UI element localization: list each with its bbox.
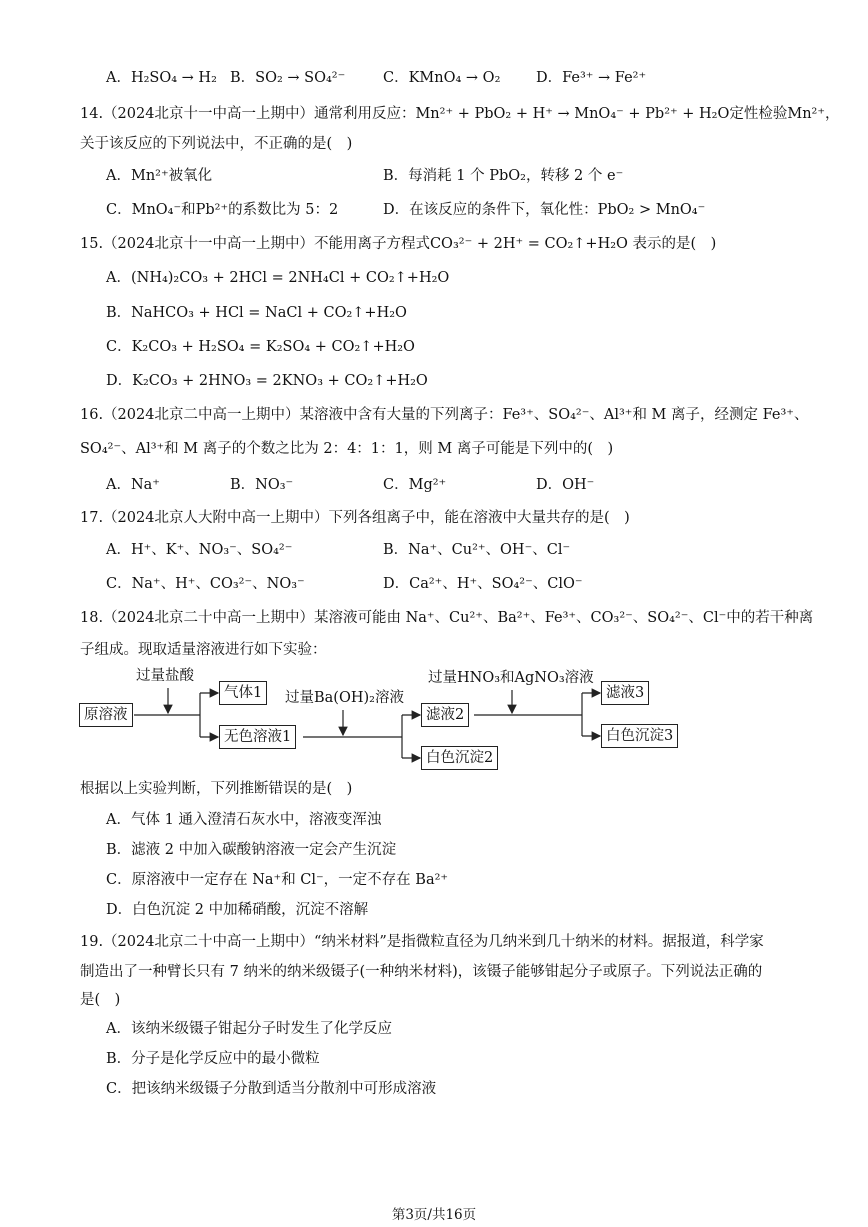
reagent2-label: 过量Ba(OH)₂溶液	[285, 690, 404, 706]
q19-option-c: C．把该纳米级镊子分散到适当分散剂中可形成溶液	[106, 1081, 437, 1097]
box-white-precipitate3: 白色沉淀3	[601, 724, 678, 748]
q14-stem-line2: 关于该反应的下列说法中，不正确的是( )	[80, 136, 353, 152]
q17-option-d: D．Ca²⁺、H⁺、SO₄²⁻、ClO⁻	[383, 576, 583, 592]
q14-option-d: D．在该反应的条件下，氧化性：PbO₂ > MnO₄⁻	[383, 202, 706, 218]
q16-option-a: A．Na⁺	[106, 477, 160, 493]
q19-stem-line2: 制造出了一种臂长只有 7 纳米的纳米级镊子(一种纳米材料)，该镊子能够钳起分子或原子。下列说法正确的	[80, 964, 763, 980]
q18-option-d: D．白色沉淀 2 中加稀硝酸，沉淀不溶解	[106, 902, 369, 918]
q18-stem-line2: 子组成。现取适量溶液进行如下实验：	[80, 642, 327, 658]
q19-stem-line1: 19.（2024北京二十中高一上期中）“纳米材料”是指微粒直径为几纳米到几十纳米的材料。据报道，科学家	[80, 934, 764, 950]
q13-option-d: D．Fe³⁺ → Fe²⁺	[536, 70, 647, 86]
q18-stem-line1: 18.（2024北京二十中高一上期中）某溶液可能由 Na⁺、Cu²⁺、Ba²⁺、Fe³⁺、CO₃²⁻、SO₄²⁻、Cl⁻中的若干种离	[80, 610, 814, 626]
reagent1-label: 过量盐酸	[136, 668, 194, 684]
q16-option-d: D．OH⁻	[536, 477, 595, 493]
q16-option-b: B．NO₃⁻	[230, 477, 294, 493]
q15-option-d: D．K₂CO₃ + 2HNO₃ = 2KNO₃ + CO₂↑+H₂O	[106, 373, 428, 389]
q19-option-a: A．该纳米级镊子钳起分子时发生了化学反应	[106, 1021, 392, 1037]
q19-option-b: B．分子是化学反应中的最小微粒	[106, 1051, 320, 1067]
q14-stem-line1: 14.（2024北京十一中高一上期中）通常利用反应：Mn²⁺ + PbO₂ + H⁺ → MnO₄⁻ + Pb²⁺ + H₂O定性检验Mn²⁺，	[80, 106, 840, 122]
q18-option-b: B．滤液 2 中加入碳酸钠溶液一定会产生沉淀	[106, 842, 397, 858]
q13-option-b: B．SO₂ → SO₄²⁻	[230, 70, 346, 86]
q14-option-a: A．Mn²⁺被氧化	[106, 168, 213, 184]
box-white-precipitate2: 白色沉淀2	[421, 746, 498, 770]
q15-option-b: B．NaHCO₃ + HCl = NaCl + CO₂↑+H₂O	[106, 305, 407, 321]
q18-option-c: C．原溶液中一定存在 Na⁺和 Cl⁻，一定不存在 Ba²⁺	[106, 872, 449, 888]
q14-option-b: B．每消耗 1 个 PbO₂，转移 2 个 e⁻	[383, 168, 624, 184]
q16-stem-line2: SO₄²⁻、Al³⁺和 M 离子的个数之比为 2：4：1：1，则 M 离子可能是下列中的( )	[80, 441, 614, 457]
q13-option-c: C．KMnO₄ → O₂	[383, 70, 501, 86]
q18-option-a: A．气体 1 通入澄清石灰水中，溶液变浑浊	[106, 812, 382, 828]
box-filtrate3: 滤液3	[601, 681, 649, 705]
q17-option-b: B．Na⁺、Cu²⁺、OH⁻、Cl⁻	[383, 542, 571, 558]
q17-option-c: C．Na⁺、H⁺、CO₃²⁻、NO₃⁻	[106, 576, 305, 592]
q16-option-c: C．Mg²⁺	[383, 477, 447, 493]
box-colorless-solution1: 无色溶液1	[219, 725, 296, 749]
q13-option-a: A．H₂SO₄ → H₂	[106, 70, 217, 86]
q19-stem-line3: 是( )	[80, 992, 121, 1008]
q15-stem: 15.（2024北京十一中高一上期中）不能用离子方程式CO₃²⁻ + 2H⁺ = CO₂↑+H₂O 表示的是( )	[80, 236, 717, 252]
page-footer: 第3页/共16页	[391, 1207, 477, 1223]
q18-ask: 根据以上实验判断，下列推断错误的是( )	[80, 781, 353, 797]
q17-option-a: A．H⁺、K⁺、NO₃⁻、SO₄²⁻	[106, 542, 293, 558]
q14-option-c: C．MnO₄⁻和Pb²⁺的系数比为 5：2	[106, 202, 339, 218]
box-start-solution: 原溶液	[79, 703, 133, 727]
box-filtrate2: 滤液2	[421, 703, 469, 727]
q17-stem: 17.（2024北京人大附中高一上期中）下列各组离子中，能在溶液中大量共存的是( )	[80, 510, 630, 526]
box-gas1: 气体1	[219, 681, 267, 705]
q15-option-c: C．K₂CO₃ + H₂SO₄ = K₂SO₄ + CO₂↑+H₂O	[106, 339, 415, 355]
reagent3-label: 过量HNO₃和AgNO₃溶液	[428, 670, 594, 686]
q16-stem-line1: 16.（2024北京二中高一上期中）某溶液中含有大量的下列离子：Fe³⁺、SO₄²⁻、Al³⁺和 M 离子，经测定 Fe³⁺、	[80, 407, 809, 423]
q15-option-a: A．(NH₄)₂CO₃ + 2HCl = 2NH₄Cl + CO₂↑+H₂O	[106, 270, 450, 286]
